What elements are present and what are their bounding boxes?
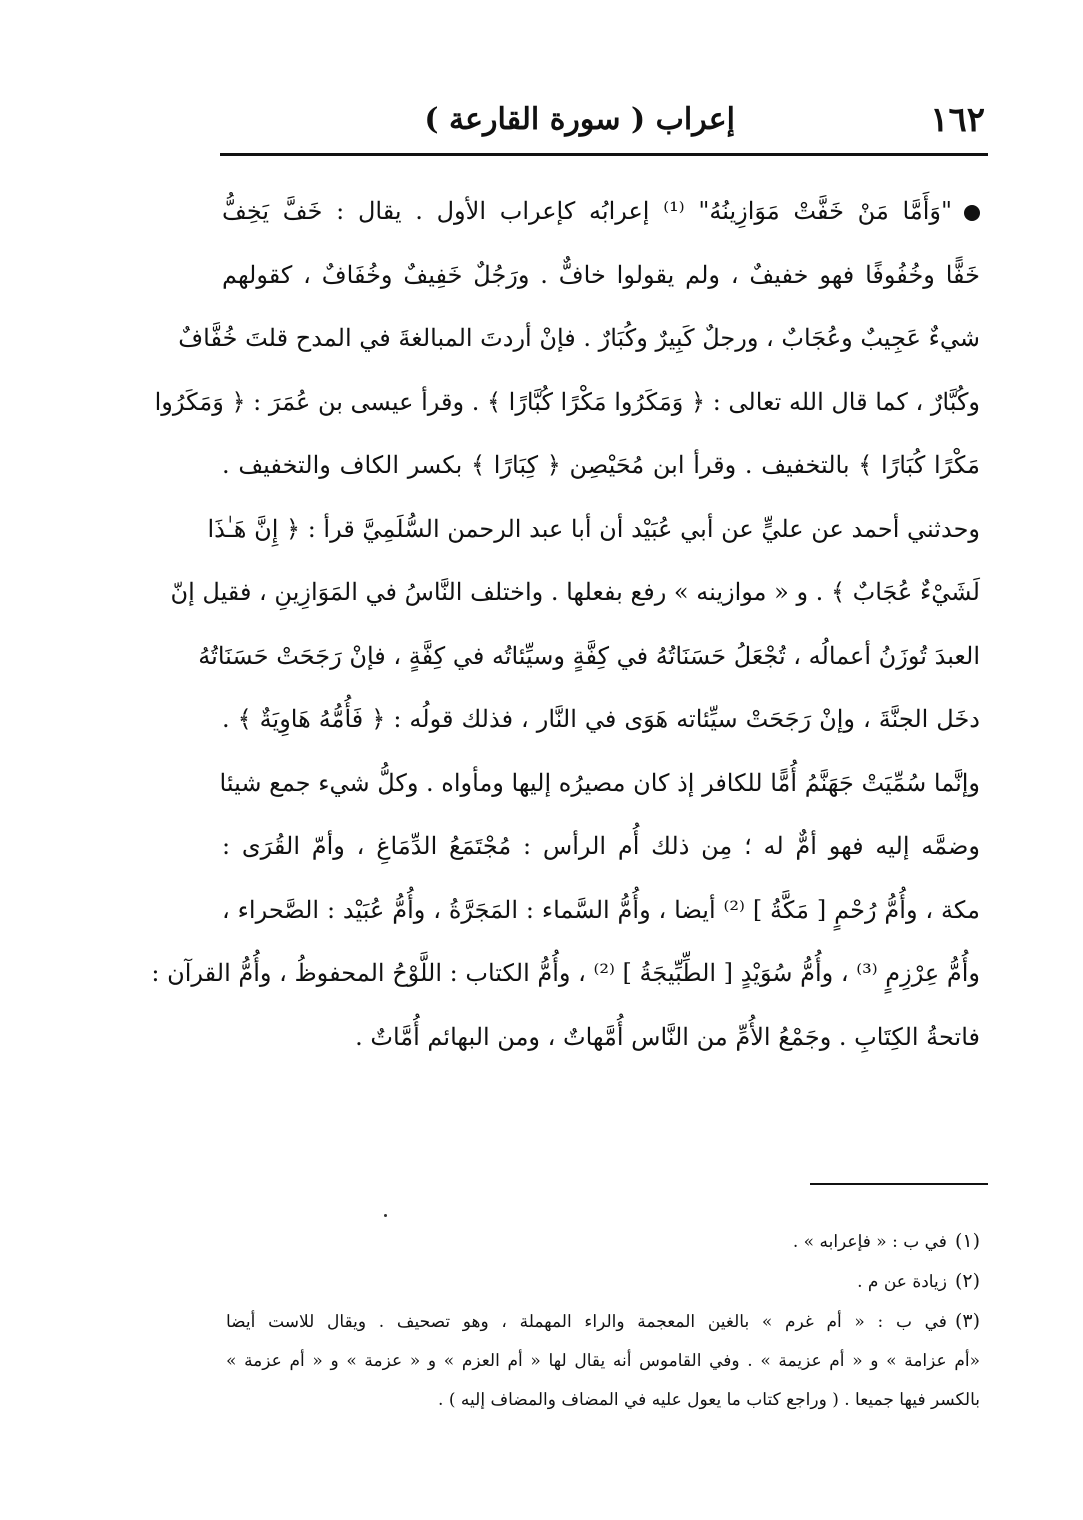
footnote-text: في ب : « أم غرم » بالغين المعجمة والراء المهملة ، وهو تصحيف . ويقال للاست أيضا bbox=[226, 1312, 947, 1332]
text-line-11: وضمَّه إليه فهو أمٌّ له ؛ مِن ذلك أُم الرأس : مُجْتَمَعُ الدِّمَاغِ ، وأمّ القُرَى : bbox=[222, 832, 980, 860]
header-rule bbox=[220, 153, 988, 156]
footnote-text: بالكسر فيها جميعا . ( وراجع كتاب ما يعول عليه في المضاف والمضاف إليه ) . bbox=[438, 1390, 980, 1410]
footnote-1 bbox=[226, 1222, 980, 1262]
text-line-4: وكُبَّارٌ ، كما قال الله تعالى : ﴿ وَمَكَرُوا مَكْرًا كُبَّارًا ﴾ . وقرأ عيسى بن عُمَرَ : ﴿ وَمَكَرُوا bbox=[154, 387, 980, 416]
bullet-icon bbox=[964, 205, 980, 221]
text-line-5: مَكْرًا كُبَارًا ﴾ بالتخفيف . وقرأ ابن مُحَيْصِن ﴿ كِبَارًا ﴾ بكسر الكاف والتخفيف . bbox=[222, 451, 980, 479]
text-line-7: لَشَيْءٌ عُجَابٌ ﴾ . و « موازينه » رفع بفعلها . واختلف النَّاسُ في المَوَازِينِ ، فقيل إنّ bbox=[170, 578, 980, 606]
text-line-10: وإنَّما سُمِّيَتْ جَهَنَّمُ أُمًّا للكافر إذ كان مصيرُه إليها ومأواه . وكلُّ شيء جمع شيئا bbox=[219, 768, 980, 797]
text-line-6: وحدثني أحمد عن عليٍّ عن أبي عُبَيْد أن أبا عبد الرحمن السُّلَمِيَّ قرأ : ﴿ إِنَّ هَـٰذَا bbox=[207, 514, 980, 543]
running-title: إعراب ( سورة القارعة ) bbox=[424, 102, 735, 137]
footnote-number: (١) bbox=[954, 1230, 980, 1252]
ink-speck bbox=[384, 1214, 387, 1217]
text-line-2: خَفًّا وخُفُوفًا فهو خفيفٌ ، ولم يقولوا خافٌّ . ورَجُلٌ خَفِيفٌ وخُفَافٌ ، كقولهم bbox=[222, 260, 980, 289]
text-line-12: مكة ، وأُمُّ رُحْمٍ [ مَكَّةُ ] ⁽²⁾ أيضا ، وأُمُّ السَّماء : المَجَرَّةُ ، وأُمُّ عُبَيْد : الصَّحراء ، bbox=[222, 895, 981, 924]
footnote-3 bbox=[226, 1302, 980, 1342]
text-line-1 bbox=[222, 180, 980, 244]
text-line-3: شيءٌ عَجِيبٌ وعُجَابٌ ، ورجلٌ كَبِيرٌ وكُبَارٌ . فإنْ أردتَ المبالغةَ في المدح قلتَ خُفَّافٌ bbox=[178, 324, 980, 352]
footnote-text: زيادة عن م . bbox=[857, 1272, 947, 1292]
footnote-rule bbox=[810, 1183, 988, 1185]
text-line-8: العبدَ تُوزَنُ أعمالُه ، تُجْعَلُ حَسَنَاتُهُ في كِفَّةٍ وسيِّئاتُه في كِفَّةٍ ، فإنْ رَجَحَتْ حَسَنَاتُهُ bbox=[198, 641, 980, 670]
page-header bbox=[225, 96, 985, 152]
main-text bbox=[151, 180, 981, 1069]
text-line-9: دخَل الجنَّةَ ، وإنْ رَجَحَتْ سيِّئاته هَوَى في النَّار ، فذلك قولُه : ﴿ فَأُمُّهُ هَاوِيَةٌ ﴾ . bbox=[222, 705, 980, 733]
footnote-3-end bbox=[226, 1381, 980, 1420]
text-line-13: وأُمُّ عِرْزِمٍ ⁽³⁾ ، وأُمُّ سُوَيْدٍ [ الطِّبِّيجَةُ ] ⁽²⁾ ، وأُمُّ الكتاب : اللَّوْحُ المحفوظُ ، وأُمُّ القرآن : bbox=[151, 959, 980, 987]
footnotes bbox=[226, 1222, 980, 1420]
footnote-2 bbox=[226, 1262, 980, 1302]
footnote-text: «أم عزامة » و « أم عزيمة » . وفي القاموس أنه يقال لها « أم العزم » و « عزمة » و « أم عزمة » bbox=[226, 1351, 980, 1371]
footnote-number: (٣) bbox=[954, 1310, 980, 1332]
footnote-text: في ب : « فإعرابه » . bbox=[792, 1232, 947, 1252]
text-line-14: فاتحةُ الكِتَابِ . وجَمْعُ الأُمِّ من النَّاس أُمَّهاتٌ ، ومن البهائم أُمَّاتٌ . bbox=[355, 1022, 980, 1051]
footnote-number: (٢) bbox=[954, 1270, 980, 1292]
footnote-3-continued bbox=[226, 1342, 980, 1381]
text-line-1-content: "وَأَمَّا مَنْ خَفَّتْ مَوَازِينُهُ" ⁽¹⁾ إعرابُه كإعراب الأول . يقال : خَفَّ يَخِفُّ bbox=[222, 197, 952, 225]
page-number: ١٦٢ bbox=[930, 100, 985, 140]
